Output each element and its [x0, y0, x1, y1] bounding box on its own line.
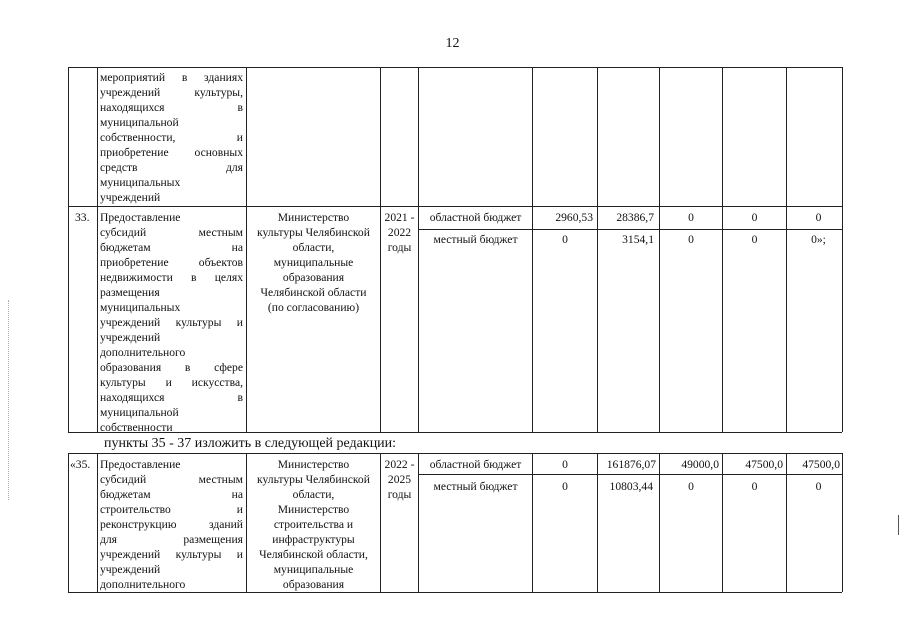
- row-35-local-value-4: 0: [751, 480, 758, 493]
- row-33-regional-value-1: 2960,53: [555, 211, 593, 224]
- scan-edge-right: [898, 515, 899, 535]
- row-33-executor: Министерство культуры Челябинской области, муниципальные образования Челябинской области (по согласованию): [257, 211, 370, 314]
- row-35-source-regional: областной бюджет: [429, 458, 522, 471]
- row-33-regional-value-5: 0: [815, 211, 822, 224]
- section-heading: пункты 35 - 37 изложить в следующей редакции:: [104, 436, 397, 451]
- row-33-regional-value-2: 28386,7: [616, 211, 654, 224]
- row-33-period: 2021 - 2022 годы: [384, 211, 415, 254]
- row-33-regional-value-3: 0: [688, 211, 694, 224]
- row-35-source-local: местный бюджет: [433, 480, 518, 493]
- row-35-local-value-5: 0: [815, 480, 822, 493]
- row-35-local-value-2: 10803,44: [609, 480, 653, 493]
- row-35-regional-value-2: 161876,07: [606, 458, 656, 471]
- row-33-description: Предоставление субсидий местным бюджетам на приобретение объектов недвижимости в целях размещения муниципальных учреждений культуры и учреждений дополнительного образования в сфере культуры и искусства, находящихся в муниципальной собственности: [100, 211, 243, 434]
- row-33-local-value-1: 0: [562, 233, 568, 246]
- row-33-source-regional: областной бюджет: [429, 211, 522, 224]
- row-35-regional-value-4: 47500,0: [745, 458, 783, 471]
- row-35-regional-value-5: 47500,0: [802, 458, 840, 471]
- scan-edge-left: [8, 300, 9, 500]
- row-33-regional-value-4: 0: [751, 211, 758, 224]
- row-35-regional-value-3: 49000,0: [681, 458, 719, 471]
- row-33-local-value-2: 3154,1: [622, 233, 654, 246]
- row-33-number: 33.: [75, 211, 90, 224]
- row-33-local-value-3: 0: [688, 233, 694, 246]
- row-33-local-value-5: 0»;: [811, 233, 826, 246]
- page-number: 12: [445, 36, 460, 51]
- row-33-source-local: местный бюджет: [433, 233, 518, 246]
- continued-description: мероприятий в зданиях учреждений культуры, находящихся в муниципальной собственности, и приобретение основных средств для муниципальных учреждений: [100, 71, 243, 204]
- row-35-description: Предоставление субсидий местным бюджетам на строительство и реконструкцию зданий для размещения учреждений культуры и учреждений дополнительного: [100, 458, 243, 591]
- row-35-local-value-3: 0: [688, 480, 694, 493]
- row-35-executor: Министерство культуры Челябинской области, Министерство строительства и инфраструктуры Челябинской области, муниципальные образования: [257, 458, 370, 591]
- row-35-local-value-1: 0: [562, 480, 568, 493]
- row-33-local-value-4: 0: [751, 233, 758, 246]
- row-35-number: «35.: [70, 458, 91, 471]
- row-35-period: 2022 - 2025 годы: [384, 458, 415, 501]
- row-35-regional-value-1: 0: [562, 458, 568, 471]
